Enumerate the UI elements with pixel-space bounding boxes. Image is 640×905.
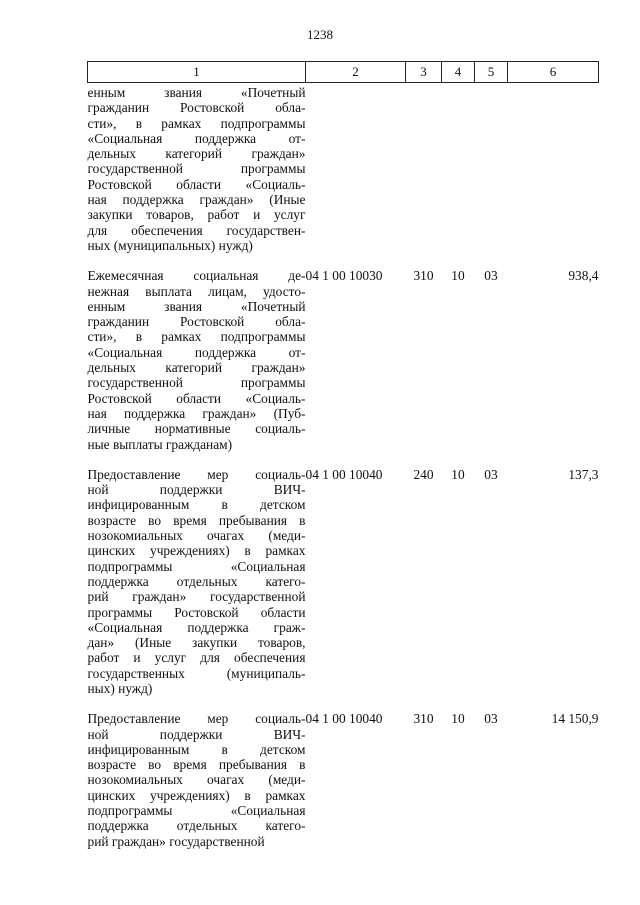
section-code: 10	[451, 466, 465, 482]
amount-value: 938,4	[568, 268, 599, 284]
description-line: сти», в рамках подпрограммы	[87, 115, 306, 131]
subsection-code: 03	[484, 268, 498, 284]
description-line: поддержка отдельных катего-	[87, 818, 306, 834]
page-number: 1238	[307, 27, 333, 42]
description-line: енным звания «Почетный	[87, 298, 306, 314]
description-line: ной поддержки ВИЧ-	[87, 482, 306, 498]
description-line: гражданин Ростовской обла-	[87, 100, 306, 116]
description-line: ная поддержка граждан» (Иные	[87, 192, 306, 208]
description-line: программы Ростовской области	[87, 604, 306, 620]
expense-type-code: 310	[413, 711, 434, 727]
subsection-code: 03	[484, 711, 498, 727]
description-line: государственных (муниципаль-	[87, 665, 306, 681]
description-line: личные нормативные социаль-	[87, 421, 306, 437]
target-article-code: 04 1 00 10040	[305, 711, 383, 727]
description-line: Предоставление мер социаль-	[87, 466, 306, 482]
description-line: «Социальная поддержка от-	[87, 130, 306, 146]
column-header: 2	[306, 62, 406, 83]
expense-type-code: 310	[413, 268, 434, 284]
subsection-code	[475, 83, 508, 267]
row-description	[88, 709, 306, 862]
description-line: сти», в рамках подпрограммы	[87, 329, 306, 345]
table-row	[88, 266, 599, 465]
description-line: дан» (Иные закупки товаров,	[87, 635, 306, 651]
description-line: закупки товаров, работ и услуг	[87, 207, 306, 223]
column-header: 6	[508, 62, 599, 83]
description-line: цинских учреждениях) в рамках	[87, 787, 306, 803]
table-row	[88, 709, 599, 862]
target-article-code	[306, 83, 406, 267]
description-line: ных) нужд)	[87, 680, 153, 696]
description-line: Ростовской области «Социаль-	[87, 176, 306, 192]
budget-table	[87, 61, 599, 862]
description-line: енным звания «Почетный	[87, 85, 306, 100]
subsection-code: 03	[484, 466, 498, 482]
description-line: «Социальная поддержка от-	[87, 344, 306, 360]
description-line: ные выплаты гражданам)	[87, 436, 233, 452]
column-header: 3	[406, 62, 442, 83]
section-code	[442, 83, 475, 267]
description-line: Ежемесячная социальная де-	[87, 268, 306, 284]
description-line: цинских учреждениях) в рамках	[87, 543, 306, 559]
column-header: 1	[88, 62, 306, 83]
description-line: подпрограммы «Социальная	[87, 558, 306, 574]
amount-value: 137,3	[568, 466, 599, 482]
description-line: дельных категорий граждан»	[87, 360, 306, 376]
description-line: инфицированным в детском	[87, 741, 306, 757]
section-code: 10	[451, 711, 465, 727]
description-line: дельных категорий граждан»	[87, 146, 306, 162]
description-line: поддержка отдельных катего-	[87, 573, 306, 589]
column-header: 5	[475, 62, 508, 83]
amount-value	[508, 83, 599, 267]
description-line: государственной программы	[87, 375, 306, 391]
target-article-code: 04 1 00 10030	[305, 268, 383, 284]
description-line: нозокомиальных очагах (меди-	[87, 772, 306, 788]
description-line: рий граждан» государственной	[87, 589, 306, 605]
description-line: ная поддержка граждан» (Пуб-	[87, 405, 306, 421]
description-line: для обеспечения государствен-	[87, 222, 306, 238]
description-line: Ростовской области «Социаль-	[87, 390, 306, 406]
description-line: гражданин Ростовской обла-	[87, 314, 306, 330]
amount-value: 14 150,9	[551, 711, 599, 727]
description-line: нозокомиальных очагах (меди-	[87, 528, 306, 544]
row-description	[88, 83, 306, 267]
description-line: рий граждан» государственной	[87, 833, 265, 849]
row-description	[88, 465, 306, 709]
column-header: 4	[442, 62, 475, 83]
description-line: работ и услуг для обеспечения	[87, 650, 306, 666]
description-line: ной поддержки ВИЧ-	[87, 726, 306, 742]
description-line: возрасте во время пребывания в	[87, 512, 306, 528]
table-row	[88, 465, 599, 709]
table-header-row	[88, 62, 599, 83]
description-line: «Социальная поддержка граж-	[87, 619, 306, 635]
table-row	[88, 83, 599, 267]
description-line: ных (муниципальных) нужд)	[87, 237, 253, 253]
description-line: возрасте во время пребывания в	[87, 757, 306, 773]
description-line: инфицированным в детском	[87, 497, 306, 513]
description-line: нежная выплата лицам, удосто-	[87, 283, 306, 299]
description-line: подпрограммы «Социальная	[87, 803, 306, 819]
target-article-code: 04 1 00 10040	[305, 466, 383, 482]
expense-type-code: 240	[413, 466, 434, 482]
description-line: Предоставление мер социаль-	[87, 711, 306, 727]
description-line: государственной программы	[87, 161, 306, 177]
section-code: 10	[451, 268, 465, 284]
expense-type-code	[406, 83, 442, 267]
row-description	[88, 266, 306, 465]
